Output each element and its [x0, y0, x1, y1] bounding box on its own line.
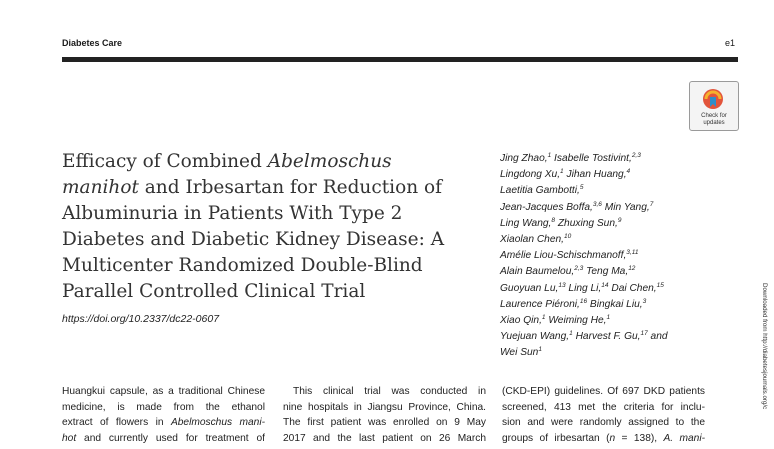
author-line — [500, 216, 735, 232]
title-text: Efficacy of Combined — [62, 151, 268, 172]
author-line — [500, 345, 735, 361]
body-text-line: medicine, is made from the ethanol — [62, 401, 265, 413]
article-title — [62, 149, 492, 305]
body-text-line — [502, 431, 705, 447]
author-name: Alain Baumelou, — [500, 266, 575, 278]
body-text-line: screened, 413 met the criteria for inclu- — [502, 401, 705, 413]
body-italic-text: Abelmoschus mani- — [170, 417, 265, 429]
body-text: = 138), — [615, 432, 664, 444]
author-name: Dai Chen, — [608, 282, 657, 294]
author-affiliation-superscript: 14 — [601, 281, 609, 289]
author-affiliation-superscript: 9 — [617, 216, 622, 224]
author-affiliation-superscript: 8 — [551, 216, 555, 224]
crossmark-icon — [702, 88, 724, 110]
body-text: groups of irbesartan ( — [502, 432, 610, 444]
title-text: Diabetes and Diabetic Kidney Disease: A — [62, 229, 445, 250]
body-text-line — [62, 415, 265, 431]
author-affiliation-superscript: 17 — [640, 330, 648, 338]
title-text: Albuminuria in Patients With Type 2 — [62, 203, 403, 224]
title-text: and Irbesartan for Reduction of — [138, 177, 442, 198]
author-name: Min Yang, — [601, 201, 650, 213]
body-column-1 — [62, 384, 265, 446]
author-affiliation-superscript: 3,6 — [592, 200, 602, 208]
author-line — [500, 151, 735, 167]
author-affiliation-superscript: 10 — [564, 233, 572, 241]
author-line — [500, 167, 735, 183]
check-for-updates-button[interactable] — [689, 81, 739, 131]
author-name: Bingkai Liu, — [587, 298, 643, 310]
author-affiliation-superscript: 1 — [560, 168, 564, 176]
doi-link[interactable]: https://doi.org/10.2337/dc22-0607 — [62, 313, 220, 325]
title-italic-text: manihot — [62, 177, 139, 198]
title-italic-text: Abelmoschus — [267, 151, 392, 172]
journal-name: Diabetes Care — [62, 38, 123, 48]
author-name: Guoyuan Lu, — [500, 282, 559, 294]
author-affiliation-superscript: 13 — [558, 281, 566, 289]
author-affiliation-superscript: 4 — [626, 168, 631, 176]
body-text: and currently used for treatment of — [76, 432, 265, 444]
author-line — [500, 313, 735, 329]
badge-label-line2: updates — [703, 120, 725, 126]
author-affiliation-superscript: 1 — [606, 314, 611, 322]
author-affiliation-superscript: 7 — [649, 200, 654, 208]
author-line — [500, 281, 735, 297]
author-name: Weiming He, — [545, 315, 607, 327]
author-name: Isabelle Tostivint, — [551, 153, 632, 164]
author-name: Ling Li, — [565, 282, 602, 294]
title-text: Parallel Controlled Clinical Trial — [62, 281, 366, 302]
author-affiliation-superscript: 16 — [579, 297, 588, 305]
author-name: and — [647, 331, 668, 343]
body-column-3 — [502, 384, 705, 446]
author-name: Jing Zhao, — [500, 153, 548, 164]
author-line — [500, 248, 735, 264]
author-affiliation-superscript: 15 — [656, 281, 664, 289]
header-rule — [62, 57, 738, 62]
body-italic-text: n — [609, 432, 616, 444]
author-line — [500, 329, 735, 345]
author-affiliation-superscript: 1 — [569, 330, 573, 338]
author-line — [500, 297, 735, 313]
author-affiliation-superscript: 3,11 — [626, 249, 639, 257]
author-affiliation-superscript: 2,3 — [574, 265, 584, 273]
author-name: Harvest F. Gu, — [572, 331, 641, 343]
body-italic-text: hot — [62, 432, 77, 444]
body-text-line: (CKD-EPI) guidelines. Of 697 DKD patients — [502, 386, 705, 397]
author-affiliation-superscript: 3 — [642, 297, 647, 305]
author-name: Xiaolan Chen, — [500, 234, 565, 246]
author-name: Laetitia Gambotti, — [500, 185, 580, 197]
download-note: Downloaded from http://diabetesjournals.org/c — [761, 283, 768, 410]
body-text-line: This clinical trial was conducted in — [293, 386, 486, 397]
author-line — [500, 183, 735, 199]
author-affiliation-superscript: 1 — [541, 314, 546, 322]
author-affiliation-superscript: 12 — [628, 265, 636, 273]
author-affiliation-superscript: 5 — [579, 184, 584, 192]
author-affiliation-superscript: 1 — [538, 346, 542, 354]
body-text-line: Huangkui capsule, as a traditional Chinese — [62, 386, 265, 397]
page-number: e1 — [725, 38, 736, 48]
author-list — [500, 151, 735, 362]
author-line — [500, 200, 735, 216]
author-name: Yuejuan Wang, — [500, 331, 570, 343]
body-text-line: The first patient was enrolled on 9 May — [283, 417, 486, 429]
author-line — [500, 232, 735, 248]
author-name: Teng Ma, — [583, 266, 629, 278]
body-text-line: 2017 and the last patient on 26 March — [283, 432, 486, 444]
author-name: Xiao Qin, — [500, 315, 542, 327]
title-text: Multicenter Randomized Double-Blind — [62, 255, 423, 276]
author-name: Jean-Jacques Boffa, — [500, 201, 593, 213]
body-text-line — [62, 431, 265, 447]
author-name: Amélie Liou-Schischmanoff, — [500, 250, 627, 262]
badge-label-line1: Check for — [701, 113, 727, 119]
body-italic-text: A. mani- — [663, 432, 705, 444]
body-text-line: nine hospitals in Jiangsu Province, China. — [283, 401, 486, 413]
author-line — [500, 264, 735, 280]
author-name: Ling Wang, — [500, 217, 552, 229]
body-column-2 — [283, 384, 486, 446]
author-name: Jihan Huang, — [563, 169, 627, 181]
author-affiliation-superscript: 2,3 — [631, 152, 641, 159]
author-name: Zhuxing Sun, — [554, 217, 618, 229]
author-affiliation-superscript: 1 — [547, 152, 552, 159]
body-text: extract of flowers in — [62, 417, 171, 429]
author-name: Wei Sun — [500, 347, 539, 359]
author-name: Laurence Piéroni, — [500, 298, 580, 310]
body-text-line: sion and were randomly assigned to the — [502, 417, 705, 429]
author-name: Lingdong Xu, — [500, 169, 561, 181]
